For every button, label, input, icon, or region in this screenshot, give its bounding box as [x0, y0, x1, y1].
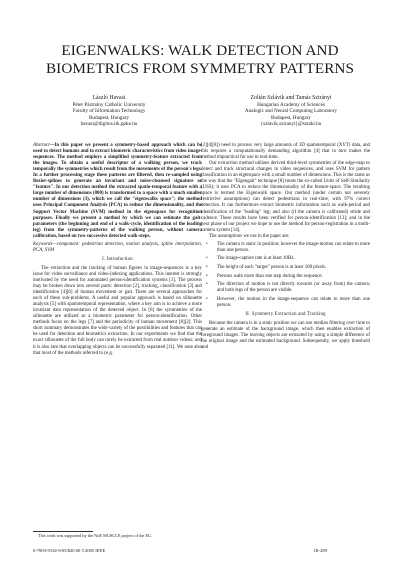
list-item: • Persons walk more than one step during the sequence. [213, 274, 370, 280]
introduction-paragraph: The extraction and the tracking of human figures in image-sequences is a key issue for video surveillance and video-indexing applications. This interest is strongly motivated by the need for automated person-identification systems [1]. The process may be broken down into several parts: detection [2], tracking, classification [3] and identification [4][6] of human movement or gait. There are several approaches for each of these sub-problems. A useful and popular approach is based on silhouette analysis [5] with spatiotemporal representation, where a key aim is to achieve a more invariant data representation of the detected object. In [6] the symmetries of the silhouette are utilized as a biometric parameter for person-identification. Other methods focus on the legs [7] and the periodicity of human movement [8][2]. This short summary demonstrates the wide variety of the possibilities and features that can be used for detection and biometrics extraction. In our experiments we find that the exact silhouette of the full body can rarely be extracted from real outdoor videos; and it is also rare that overlapping objects can be successfully separated [11]. We note also that most of the methods referred to (e.g. [33, 265, 202, 356]
author-affiliation: Péter Pázmány Catholic University [72, 101, 146, 108]
right-column [201, 143, 370, 351]
abstract-label: Abstract [33, 143, 50, 148]
keywords-label: Keywords [33, 241, 53, 247]
section-heading-introduction: I. Introduction [102, 256, 133, 262]
author-email[interactable]: havasi@digitus.itk.ppke.hu [80, 121, 138, 128]
body-paragraph: [2][4][8]) need to process very large amounts of 3D spatiotemporal (XYT) data, and this requires a computationally demanding algorithm [4] that in turn makes the method impractical for use in real-time. [201, 143, 370, 161]
assumptions-intro: The assumptions we use in the paper are: [209, 233, 290, 239]
footnote-divider [33, 531, 93, 532]
paper-title [20, 42, 380, 78]
author-department: Analogic and Neural Computing Laboratory [244, 108, 338, 115]
section-heading-symmetry: II. Symmetry Extraction and Tracking [245, 312, 326, 318]
keywords [33, 242, 202, 254]
keywords-text: —component: pedestrian detection, motion analysis, spline interpolation, PCA, SVM [33, 241, 202, 253]
list-item: • However, the motion in the image-sequence can relate to more than one person. [213, 297, 370, 309]
author-email[interactable]: {szlavik,sziranyi}@sztaki.hu [260, 121, 322, 128]
author-name: Zoltán Szlávik and Tamás Szirányi [250, 95, 332, 101]
author-department: Faculty of Information Technology [72, 108, 146, 115]
page-number: III-289 [314, 548, 328, 553]
list-item: • The image-capture rate is at least 10Hz. [213, 256, 370, 262]
symmetry-paragraph: Because the camera is in a static position we can use median filtering over time to generate an estimate of the background image, which then enables extraction of foreground images. The moving objects are extracted by using a simple difference of the original image and the estimated background. Subsequently, we apply threshold and [201, 321, 370, 351]
author-city: Budapest, Hungary [270, 114, 312, 121]
list-item: • The height of each "target" person is at least 100 pixels. [213, 265, 370, 271]
author-block-1 [24, 95, 194, 128]
body-paragraph: Our extraction method utilizes derived third-level symmetries of the edge-map to detect and track structural changes in video sequences, and uses SVM for pattern classification in an eigenspace with a small number of dimensions. This is the same as the way that the "Eigengait" technique [8] treats the so-called Units of Self-Similarity (USS); it uses PCA to reduce the dimensionality of the feature-space. The resulting space is termed the Eigenwalk space. Our method (under certain not severely restrictive assumptions) can detect pedestrians in real-time, with 97% correct detection. It can furthermore extract biometric information such as walk-period and identification of the "leading" leg; and also (if the camera is calibrated) stride and cadence. These results have been verified for person-identification [13]; and in the next phase of our project we hope to use the method for person-registration in a multi-camera system [14]. [201, 161, 370, 233]
isbn-line: 0-7803-9134-9/05/$20.00 ©2005 IEEE [33, 548, 106, 553]
author-affiliation: Hungarian Academy of Sciences [257, 101, 325, 108]
abstract [33, 143, 202, 240]
author-name: László Havasi [92, 95, 126, 101]
list-item: • The camera is static in position; however the image-motion can relate to more than one person. [213, 242, 370, 254]
title-line-2: BIOMETRICS FROM SYMMETRY PATTERNS [45, 60, 355, 77]
abstract-text: —In this paper we present a symmetry-based approach which can be used to detect humans and to extract biometric characteristics from video image-sequences. The method employs a simplified symmetry-feature extracted from the images. To obtain a useful descriptor of a walking person, we track temporally the symmetries which result from the movements of the person's legs. In a further processing stage these patterns are filtered, then re-sampled using Bezier-splines to generate an invariant and noise-cleansed signature or "feature". In our detection method the extracted spatio-temporal feature with a large number of dimensions (800) is transformed to a space with a much smaller number of dimensions (3), which we call the "eigenwalks space"; the method uses Principal Component Analysis (PCA) to reduce the dimensionality, and the Support Vector Machine (SVM) method in the eigenspace for recognition purposes. Finally we present a method by which we can estimate the gait-parameters (the beginning and end of a walk-cycle, identification of the leading leg) from the symmetry-patterns of the walking person, without camera calibration, based on two successive detected walk-steps. [33, 143, 202, 239]
footnote: This work was supported by the NoE MUSCLE project of the EU. [38, 533, 153, 538]
list-item: • The direction of motion is not directly towards (or away from) the camera; and both legs of the person are visible. [213, 282, 370, 294]
assumptions-list [201, 242, 370, 309]
left-column [33, 143, 202, 357]
author-city: Budapest, Hungary [88, 114, 130, 121]
author-block-2 [206, 95, 376, 128]
title-line-1: EIGENWALKS: WALK DETECTION AND [61, 42, 339, 59]
